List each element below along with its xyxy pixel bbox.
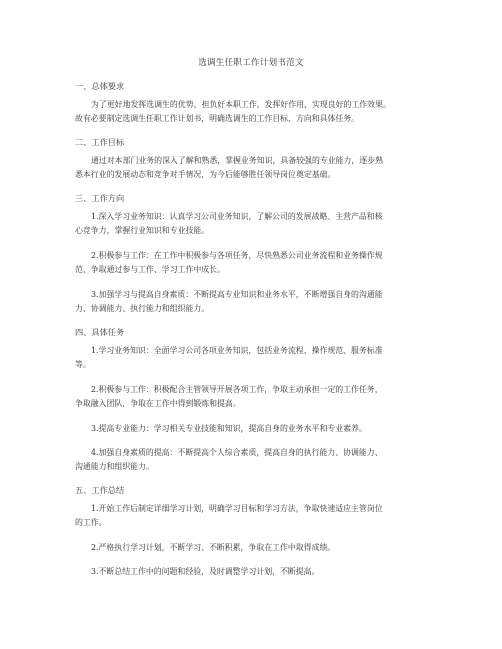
paragraph [75, 210, 435, 238]
section-heading-3: 三、工作方向 [75, 193, 125, 203]
paragraph-line: 3.加强学习与提高自身素质：不断提高专业知识和业务水平，不断增强自身的沟通能 [91, 290, 383, 299]
paragraph [75, 249, 435, 277]
paragraph [75, 154, 435, 182]
paragraph-line: 1.深入学习业务知识：认真学习公司业务知识，了解公司的发展战略、主营产品和核 [91, 212, 383, 221]
paragraph-line: 1.学习业务知识：全面学习公司各项业务知识，包括业务流程、操作规范、服务标准 [91, 346, 383, 355]
paragraph-line: 沟通能力和组织能力。 [75, 462, 154, 471]
paragraph-line: 通过对本部门业务的深入了解和熟悉，掌握业务知识，具备较强的专业能力，逐步熟 [91, 156, 383, 165]
section-heading-5: 五、工作总结 [75, 485, 125, 495]
paragraph-line: 4.加强自身素质的提高：不断提高个人综合素质，提高自身的执行能力、协调能力、 [91, 448, 383, 457]
paragraph-line: 为了更好地发挥选调生的优势，担负好本职工作，发挥好作用，实现良好的工作效果。 [91, 100, 391, 109]
paragraph-line: 力、协调能力、执行能力和组织能力。 [75, 304, 210, 313]
paragraph [75, 565, 435, 579]
paragraph-line: 争取融入团队，争取在工作中得到锻炼和提高。 [75, 399, 241, 408]
section-heading-4: 四、具体任务 [75, 327, 125, 337]
paragraph-line: 心竞争力，掌握行业知识和专业技能。 [75, 226, 210, 235]
paragraph-line: 悉本行业的发展动态和竞争对手情况，为今后能够胜任领导岗位奠定基础。 [75, 170, 336, 179]
paragraph-line: 3.提高专业能力：学习相关专业技能和知识，提高自身的业务水平和专业素养。 [91, 424, 367, 433]
paragraph [75, 422, 435, 436]
paragraph [75, 446, 435, 474]
section-heading-2: 二、工作目标 [75, 137, 125, 147]
paragraph [75, 541, 435, 555]
paragraph-line: 2.积极参与工作：在工作中积极参与各项任务，尽快熟悉公司业务流程和业务操作规 [91, 251, 383, 260]
paragraph-line: 1.开始工作后制定详细学习计划，明确学习目标和学习方法，争取快速适应主管岗位 [91, 504, 383, 513]
paragraph-line: 故有必要制定选调生任职工作计划书，明确选调生的工作目标、方向和具体任务。 [75, 114, 360, 123]
section-heading-1: 一、总体要求 [75, 81, 125, 91]
paragraph-line: 3.不断总结工作中的问题和经验，及时调整学习计划，不断提高。 [91, 567, 320, 576]
document-title: 选调生任职工作计划书范文 [198, 58, 304, 68]
paragraph-line: 范，争取通过参与工作、学习工作中成长。 [75, 265, 225, 274]
paragraph [75, 344, 435, 372]
paragraph [75, 383, 435, 411]
paragraph-line: 2.积极参与工作：积极配合主管领导开展各项工作，争取主动承担一定的工作任务， [91, 385, 383, 394]
paragraph-line: 2.严格执行学习计划，不断学习、不断积累，争取在工作中取得成绩。 [91, 543, 336, 552]
paragraph [75, 502, 435, 530]
paragraph-line: 的工作。 [75, 518, 107, 527]
paragraph [75, 98, 435, 126]
paragraph [75, 288, 435, 316]
paragraph-line: 等。 [75, 360, 91, 369]
